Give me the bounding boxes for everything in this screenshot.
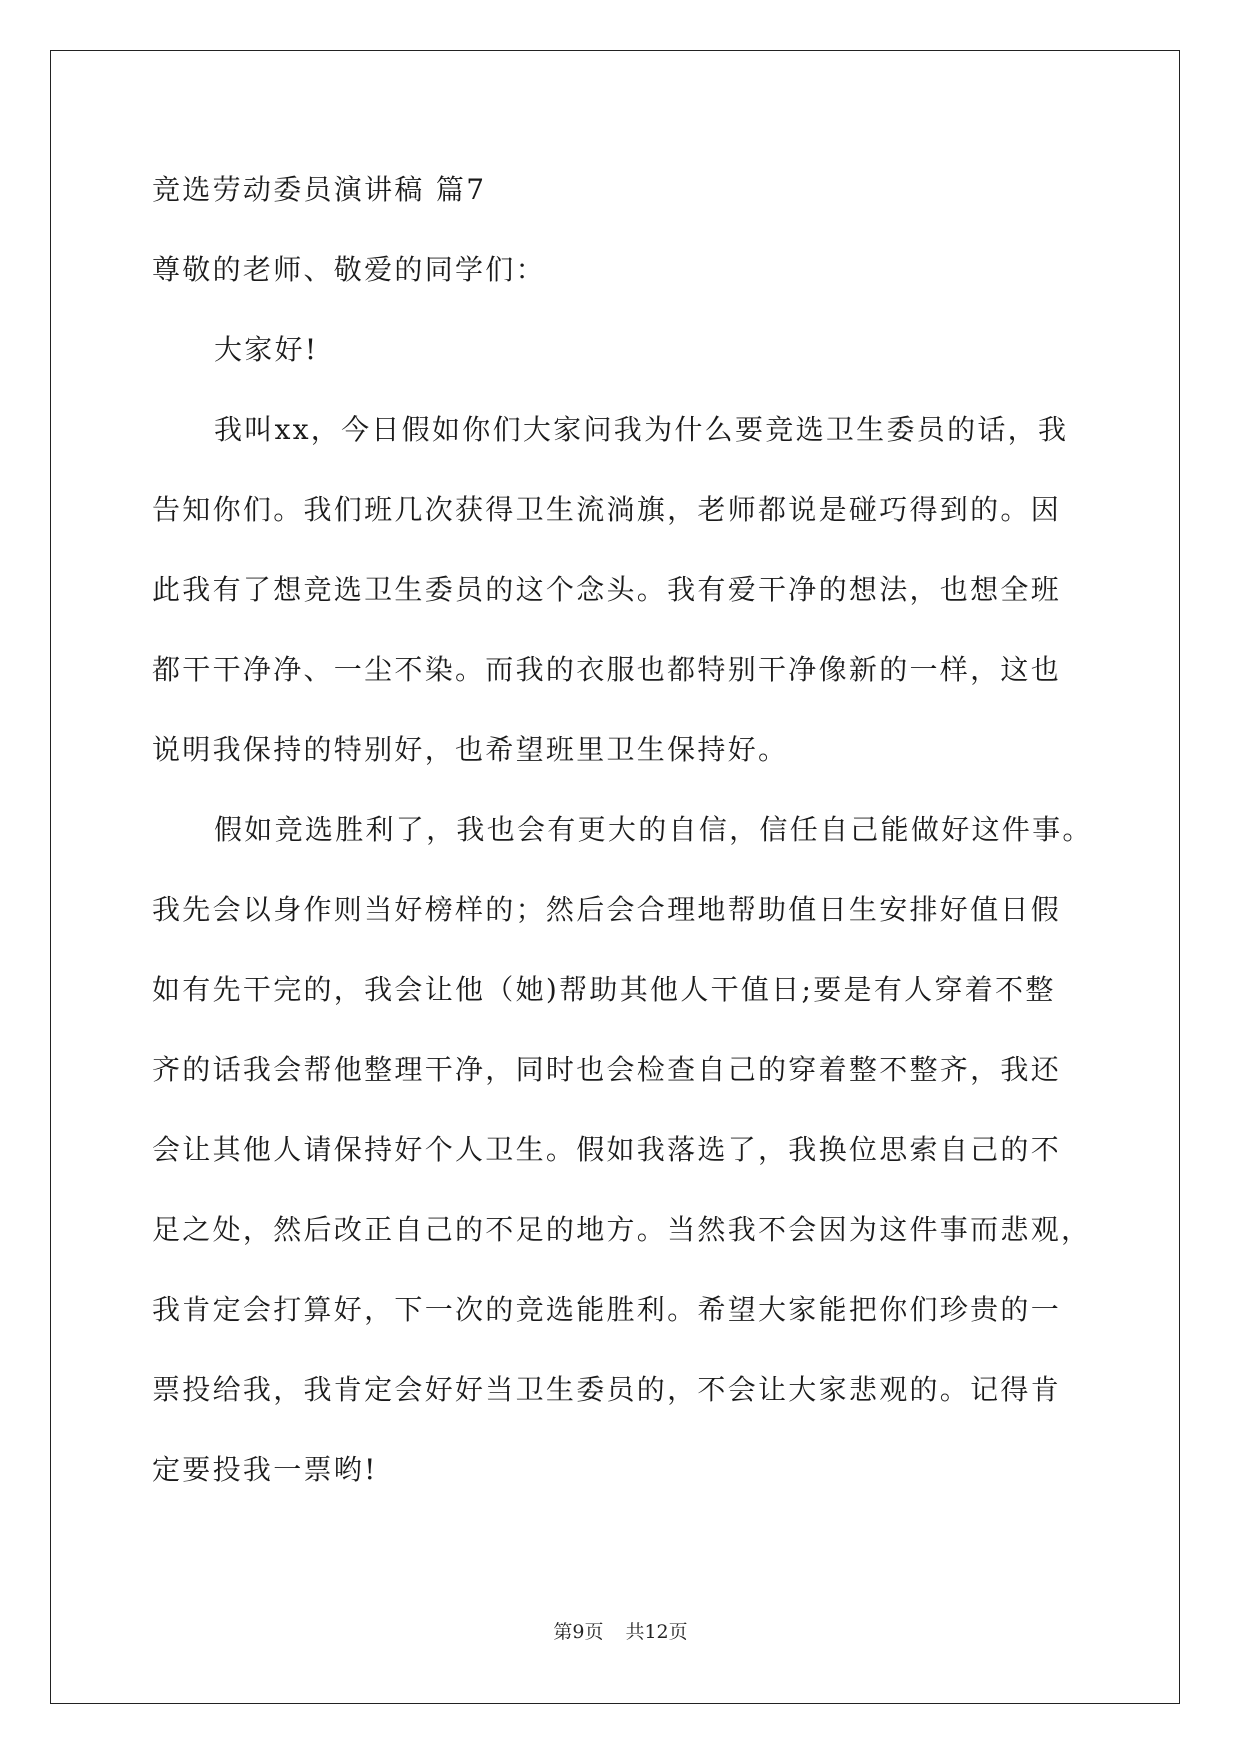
paragraph-line: 票投给我，我肯定会好好当卫生委员的，不会让大家悲观的。记得肯: [152, 1373, 1062, 1406]
paragraph-line: 告知你们。我们班几次获得卫生流淌旗，老师都说是碰巧得到的。因: [152, 493, 1062, 526]
paragraph-line: 我先会以身作则当好榜样的；然后会合理地帮助值日生安排好值日假: [152, 893, 1062, 926]
page-number: 第9页: [553, 1621, 604, 1643]
paragraph-line: 说明我保持的特别好，也希望班里卫生保持好。: [152, 733, 789, 766]
page-footer: [0, 1617, 1241, 1644]
paragraph-line: 此我有了想竞选卫生委员的这个念头。我有爱干净的想法，也想全班: [152, 573, 1062, 606]
paragraph-line: 都干干净净、一尘不染。而我的衣服也都特别干净像新的一样，这也: [152, 653, 1062, 686]
paragraph-line: 足之处，然后改正自己的不足的地方。当然我不会因为这件事而悲观，: [152, 1213, 1092, 1246]
document-title: 竞选劳动委员演讲稿 篇7: [152, 173, 487, 206]
page-total: 共12页: [625, 1621, 688, 1643]
document-body: [152, 162, 1093, 1522]
salutation: 尊敬的老师、敬爱的同学们：: [152, 253, 546, 286]
paragraph-line: 假如竞选胜利了，我也会有更大的自信，信任自己能做好这件事。: [214, 813, 1093, 846]
paragraph-line: 会让其他人请保持好个人卫生。假如我落选了，我换位思索自己的不: [152, 1133, 1062, 1166]
paragraph-line: 定要投我一票哟!: [152, 1453, 378, 1486]
paragraph-line: 我叫xx，今日假如你们大家问我为什么要竞选卫生委员的话，我: [214, 413, 1069, 446]
paragraph-line: 我肯定会打算好，下一次的竞选能胜利。希望大家能把你们珍贵的一: [152, 1293, 1062, 1326]
paragraph-line: 如有先干完的，我会让他（她)帮助其他人干值日;要是有人穿着不整: [152, 973, 1056, 1006]
paragraph-line: 齐的话我会帮他整理干净，同时也会检查自己的穿着整不整齐，我还: [152, 1053, 1062, 1086]
greeting: 大家好!: [214, 333, 319, 366]
